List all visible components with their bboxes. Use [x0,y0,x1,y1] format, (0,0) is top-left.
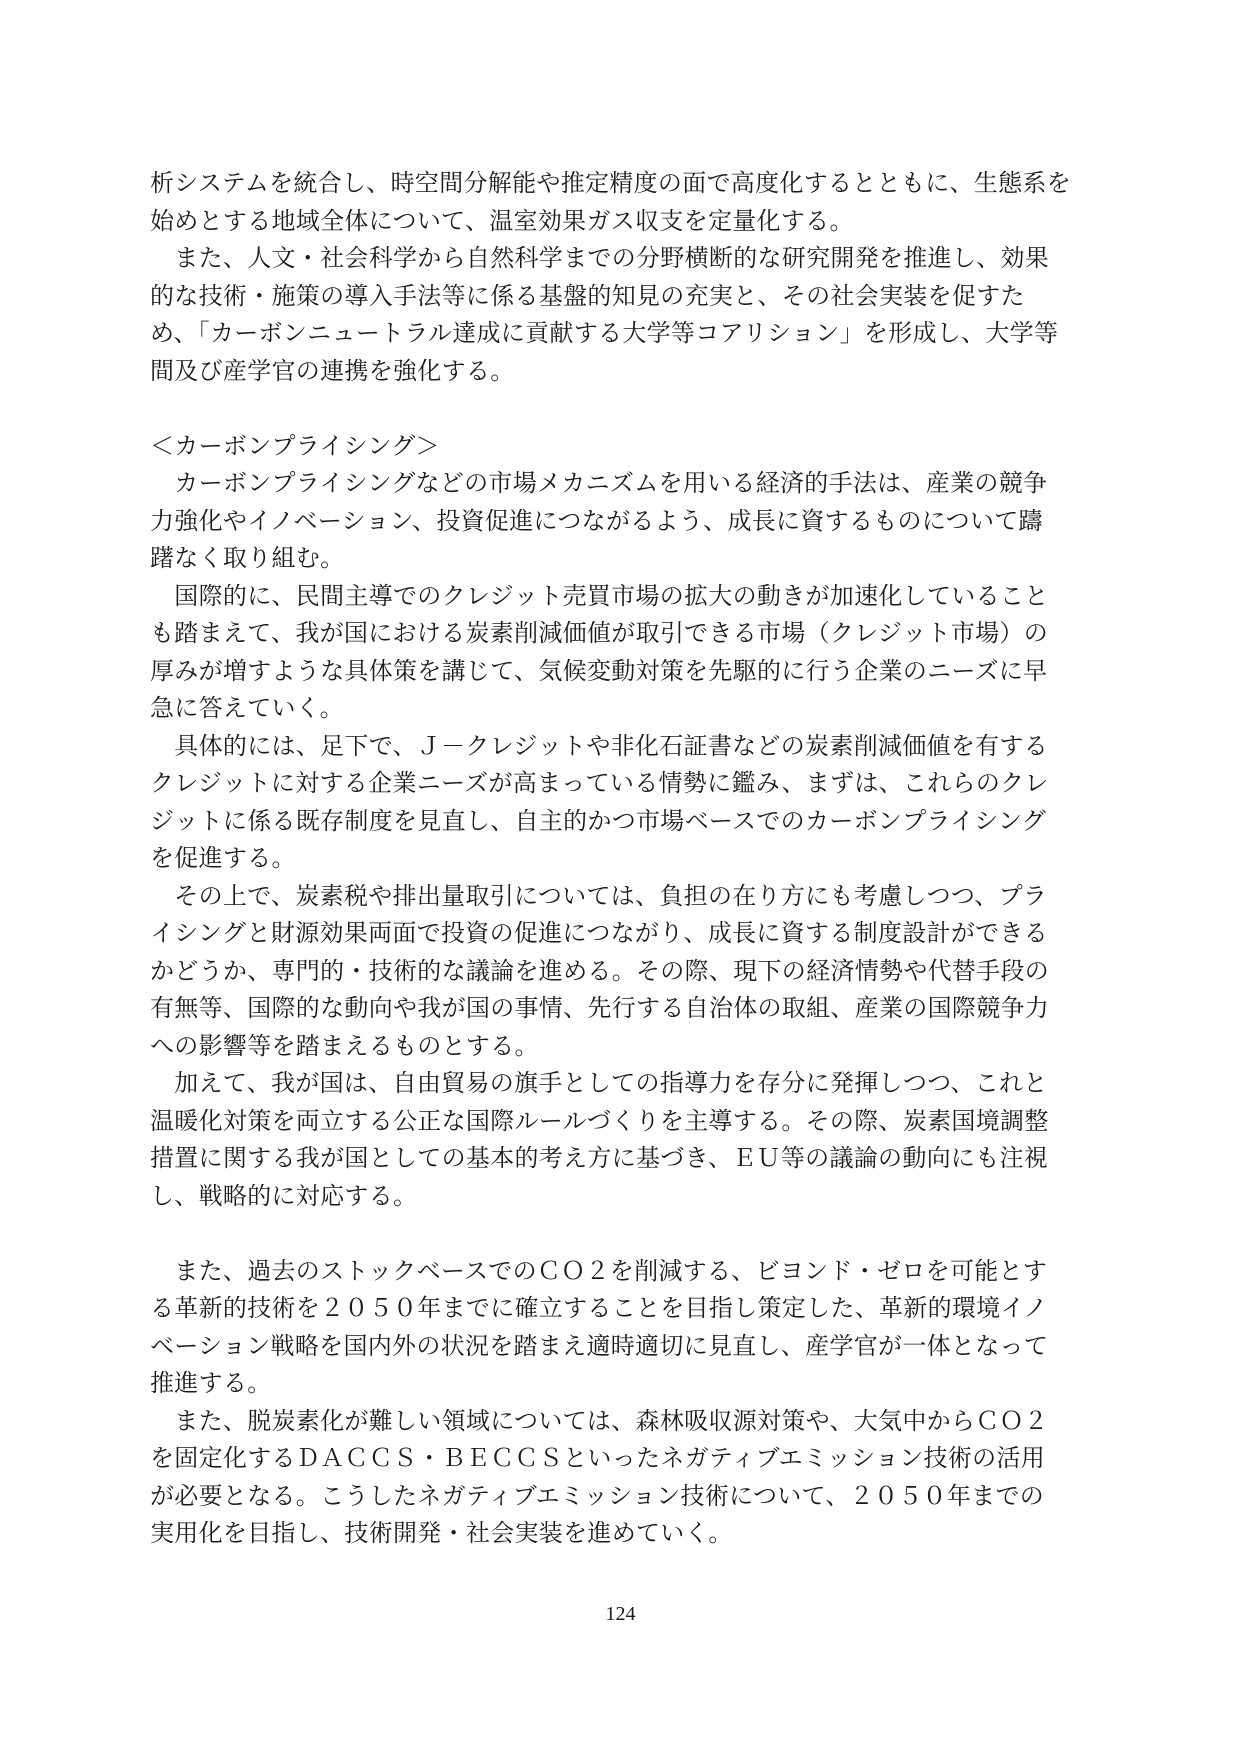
text-line: への影響等を踏まえるものとする。 [150,1031,539,1060]
text-line: 有無等、国際的な動向や我が国の事情、先行する自治体の取組、産業の国際競争力 [150,994,1050,1022]
text-line: る革新的技術を２０５０年までに確立することを目指し策定した、革新的環境イノ [150,1294,1048,1322]
text-line: また、過去のストックベースでのＣＯ２を削減する、ビヨンド・ゼロを可能とす [150,1256,1048,1285]
page-number: 124 [605,1603,636,1625]
blank-line [150,390,1090,428]
text-line: 析システムを統合し、時空間分解能や推定精度の面で高度化するとともに、生態系を [150,169,1071,197]
body-text [150,165,1090,1553]
text-line: 国際的に、民間主導でのクレジット売買市場の拡大の動きが加速化していること [150,581,1049,610]
text-line: かどうか、専門的・技術的な議論を進める。その際、現下の経済情勢や代替手段の [150,956,1050,985]
text-line: 躇なく取り組む。 [150,544,345,572]
section-heading: ＜カーボンプライシング＞ [150,431,440,460]
blank-line [150,1215,1090,1253]
text-line: 実用化を目指し、技術開発・社会実装を進めていく。 [150,1519,733,1547]
text-line: 推進する。 [150,1369,272,1397]
text-line: を固定化するＤＡＣＣＳ・ＢＥＣＣＳといったネガティブエミッション技術の活用 [150,1444,1046,1472]
text-line: クレジットに対する企業ニーズが高まっている情勢に鑑み、まずは、これらのクレ [150,769,1049,797]
text-line: 加えて、我が国は、自由貿易の旗手としての指導力を存分に発揮しつつ、これと [150,1069,1048,1097]
text-line: 具体的には、足下で、Ｊ－クレジットや非化石証書などの炭素削減価値を有する [150,731,1049,760]
text-line: 始めとする地域全体について、温室効果ガス収支を定量化する。 [150,206,854,235]
text-line: 急に答えていく。 [150,694,344,722]
text-line: も踏まえて、我が国における炭素削減価値が取引できる市場（クレジット市場）の [150,619,1049,647]
text-line: 力強化やイノベーション、投資促進につながるよう、成長に資するものについて躊 [150,506,1043,535]
text-line: その上で、炭素税や排出量取引については、負担の在り方にも考慮しつつ、プラ [150,881,1048,910]
text-line: ジットに係る既存制度を見直し、自主的かつ市場ベースでのカーボンプライシング [150,806,1047,835]
text-line: カーボンプライシングなどの市場メカニズムを用いる経済的手法は、産業の競争 [150,469,1048,497]
text-line: 措置に関する我が国としての基本的考え方に基づき、ＥＵ等の議論の動向にも注視 [150,1144,1049,1172]
text-line: し、戦略的に対応する。 [150,1181,418,1210]
text-line: また、脱炭素化が難しい領域については、森林吸収源対策や、大気中からＣＯ２ [150,1406,1049,1435]
text-line: また、人文・社会科学から自然科学までの分野横断的な研究開発を推進し、効果 [150,244,1050,272]
text-line: を促進する。 [150,844,296,872]
text-line: が必要となる。こうしたネガティブエミッション技術について、２０５０年までの [150,1481,1045,1510]
text-line: イシングと財源効果両面で投資の促進につながり、成長に資する制度設計ができる [150,919,1049,947]
text-line: 厚みが増すような具体策を講じて、気候変動対策を先駆的に行う企業のニーズに早 [150,656,1048,685]
text-line: め、「カーボンニュートラル達成に貢献する大学等コアリション」を形成し、大学等 [150,319,1059,347]
text-line: 間及び産学官の連携を強化する。 [150,356,515,385]
text-line: 的な技術・施策の導入手法等に係る基盤的知見の充実と、その社会実装を促すた [150,281,1025,310]
text-line: 温暖化対策を両立する公正な国際ルールづくりを主導する。その際、炭素国境調整 [150,1106,1049,1135]
text-line: ベーション戦略を国内外の状況を踏まえ適時適切に見直し、産学官が一体となって [150,1331,1049,1360]
